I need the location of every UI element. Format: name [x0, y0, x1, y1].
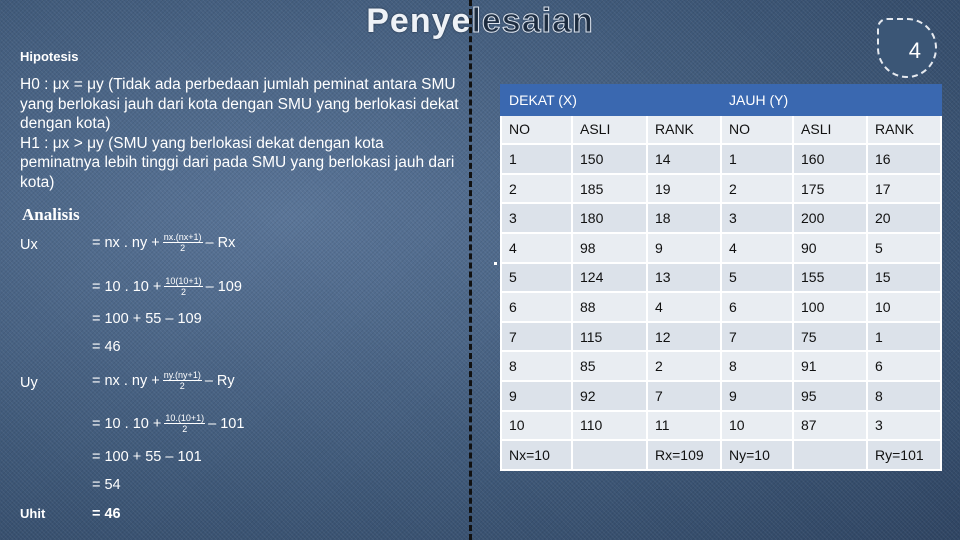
equation-line: = 54	[92, 477, 121, 493]
table-cell: NO	[501, 115, 572, 145]
table-cell: 10	[501, 411, 572, 441]
slide-number: 4	[908, 38, 921, 63]
table-cell: 2	[721, 174, 793, 204]
equation-line: = 10 . 10 + $\frac{10(10+1)}{2}$ – 109	[92, 276, 242, 297]
equation-line: = 46	[92, 339, 121, 355]
fraction: $\frac{10.(10+1)}{2}$	[165, 413, 205, 434]
uhit-label: Uhit	[20, 506, 46, 521]
table-cell: 75	[793, 322, 867, 352]
table-cell: 110	[572, 411, 647, 441]
table-cell: ASLI	[572, 115, 647, 145]
table-cell: 6	[721, 292, 793, 322]
table-cell: 19	[647, 174, 721, 204]
equation-line: = nx . ny + $\frac{ny.(ny+1)}{2}$ – Ry	[92, 370, 235, 391]
table-cell	[572, 440, 647, 470]
table-row	[501, 322, 941, 352]
ux-label: Ux	[20, 237, 38, 253]
table-cell: 10	[867, 292, 941, 322]
table-cell: 175	[793, 174, 867, 204]
table-cell: 155	[793, 263, 867, 293]
table-cell: 95	[793, 381, 867, 411]
analisis-heading: Analisis	[22, 205, 80, 224]
equation-line: = 100 + 55 – 109	[92, 311, 202, 327]
table-row	[501, 351, 941, 381]
table-cell: 2	[501, 174, 572, 204]
uhit-value: = 46	[92, 506, 121, 522]
fraction: $\frac{10(10+1)}{2}$	[165, 276, 202, 297]
stitch-divider	[469, 0, 472, 540]
table-cell: 14	[647, 144, 721, 174]
table-cell: Nx=10	[501, 440, 572, 470]
table-cell: 5	[501, 263, 572, 293]
hypothesis-h1: H1 : μx > μy (SMU yang berlokasi dekat dengan kota peminatnya lebih tinggi dari pada SMU yang berlokasi jauh dari kota)	[20, 134, 455, 191]
table-cell: 5	[721, 263, 793, 293]
table-cell: 17	[867, 174, 941, 204]
table-cell: RANK	[867, 115, 941, 145]
table-cell: 91	[793, 351, 867, 381]
table-row	[501, 381, 941, 411]
table-cell: 4	[501, 233, 572, 263]
hypothesis-h0: H0 : μx = μy (Tidak ada perbedaan jumlah peminat antara SMU yang berlokasi jauh dari kota dengan SMU yang berlokasi dekat dengan kota)	[20, 76, 459, 132]
table-cell: 180	[572, 203, 647, 233]
table-row	[501, 411, 941, 441]
table-cell: 3	[867, 411, 941, 441]
table-row	[501, 144, 941, 174]
table-cell: 160	[793, 144, 867, 174]
table-cell: 2	[647, 351, 721, 381]
table-cell: 6	[867, 351, 941, 381]
table-cell: 100	[793, 292, 867, 322]
group-header-jauh: JAUH (Y)	[721, 85, 941, 115]
table-cell: 9	[647, 233, 721, 263]
table-cell: 98	[572, 233, 647, 263]
table-cell: 150	[572, 144, 647, 174]
table-cell: 10	[721, 411, 793, 441]
equation-line: = 100 + 55 – 101	[92, 449, 202, 465]
group-header-dekat: DEKAT (X)	[501, 85, 721, 115]
table-cell: Ny=10	[721, 440, 793, 470]
table-footer-row	[501, 440, 941, 470]
fraction: $\frac{ny.(ny+1)}{2}$	[163, 370, 201, 391]
table-row	[501, 292, 941, 322]
slide-title-left: Penye	[366, 2, 472, 40]
bullet-dot	[494, 262, 497, 265]
table-cell: 11	[647, 411, 721, 441]
table-cell: 4	[721, 233, 793, 263]
hipotesis-heading: Hipotesis	[20, 49, 79, 64]
equation-line: = nx . ny + $\frac{nx.(nx+1)}{2}$ – Rx	[92, 232, 236, 253]
table-row	[501, 233, 941, 263]
equation-line: = 10 . 10 + $\frac{10.(10+1)}{2}$ – 101	[92, 413, 245, 434]
rank-table	[500, 84, 942, 471]
table-cell: 18	[647, 203, 721, 233]
table-cell: Ry=101	[867, 440, 941, 470]
table-row	[501, 263, 941, 293]
slide-title	[0, 2, 960, 41]
table-cell: 8	[501, 351, 572, 381]
table-cell: Rx=109	[647, 440, 721, 470]
hipotesis-text	[20, 75, 468, 192]
column-header-row	[501, 115, 941, 145]
table-cell: 7	[647, 381, 721, 411]
table-cell: 15	[867, 263, 941, 293]
table-cell: 3	[501, 203, 572, 233]
table-cell: 115	[572, 322, 647, 352]
table-cell: RANK	[647, 115, 721, 145]
table-cell: ASLI	[793, 115, 867, 145]
table-cell: 124	[572, 263, 647, 293]
table-cell: 92	[572, 381, 647, 411]
table-cell: 20	[867, 203, 941, 233]
table-cell: 4	[647, 292, 721, 322]
table-cell: 3	[721, 203, 793, 233]
slide-title-right: lesaian	[471, 2, 594, 40]
table-cell: NO	[721, 115, 793, 145]
table-row	[501, 174, 941, 204]
table-cell: 9	[721, 381, 793, 411]
table-cell: 8	[867, 381, 941, 411]
table-cell: 6	[501, 292, 572, 322]
table-cell: 8	[721, 351, 793, 381]
table-cell: 13	[647, 263, 721, 293]
table-cell	[793, 440, 867, 470]
table-cell: 9	[501, 381, 572, 411]
table-cell: 88	[572, 292, 647, 322]
table-cell: 16	[867, 144, 941, 174]
table-cell: 90	[793, 233, 867, 263]
table-cell: 85	[572, 351, 647, 381]
slide-number-badge	[877, 18, 937, 78]
table-cell: 7	[501, 322, 572, 352]
table-cell: 185	[572, 174, 647, 204]
table-row	[501, 203, 941, 233]
group-header-row	[501, 85, 941, 115]
fraction: $\frac{nx.(nx+1)}{2}$	[163, 232, 202, 253]
table-cell: 1	[721, 144, 793, 174]
table-cell: 5	[867, 233, 941, 263]
table-cell: 87	[793, 411, 867, 441]
table-cell: 1	[501, 144, 572, 174]
table-cell: 7	[721, 322, 793, 352]
table-cell: 200	[793, 203, 867, 233]
uy-label: Uy	[20, 375, 38, 391]
table-cell: 12	[647, 322, 721, 352]
table-cell: 1	[867, 322, 941, 352]
